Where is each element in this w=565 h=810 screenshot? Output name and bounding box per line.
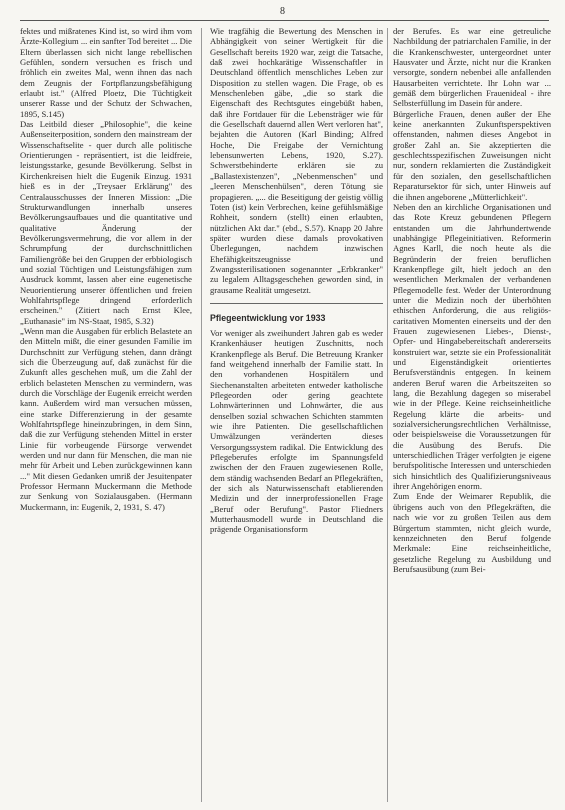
text-column-1 (20, 26, 192, 804)
paragraph: Das Leitbild dieser „Philosophie", die keine Außenseiterposition, sondern den mainstream der Wissenschaftselite - quer durch alle politische Orientierungen - repräsentiert, ist die leidfreie, leistungsstarke, gesunde Bevölkerung. Selbst in Kirchenkreisen hielt die Eugenik Einzug. 1931 hieß es in der „Treysaer Erklärung" des Centralausschusses der Inneren Mission: „Die Strukturwandlungen innerhalb unseres Bevölkerungsaufbaues und die quantitative und qualitative Änderung der Bevölkerungsvermehrung, die vor allem in der Schrumpfung der durchschnittlichen Familiengröße bei den Gruppen der erbbiologisch und sozial Tüchtigen und Leistungsfähigen zum Ausdruck kommt, lassen aber eine eugenetische Neuorientierung unserer öffentlichen und freien Wohlfahrtspflege dringend erforderlich erscheinen." (Zitiert nach Ernst Klee, „Euthanasie" im NS-Staat, 1985, S.32) (20, 119, 192, 326)
paragraph: fektes und mißratenes Kind ist, so wird ihm vom Ärzte-Kollegium ... ein sanfter Tod bereitet ... Die Eltern überlassen sich nicht lange rebellischen Gefühlen, sondern versuchen es frisch und fröhlich ein zweites Mal, wenn ihnen das nach dem Zeugnis der Fortpflanzungsbefähigung erlaubt ist." (Alfred Ploetz, Die Tüchtigkeit unserer Rasse und der Schutz der Schwachen, 1895, S.145) (20, 26, 192, 119)
paragraph: Neben den an kirchliche Organisationen und das Rote Kreuz gebundenen Pflegern entstanden um die Jahrhundertwende unabhängige Pflegeinitiativen. Reformerin Agnes Karll, die noch heute als die Begründerin der freien beruflichen Krankenpflege gilt, hielt jedoch an den wesentlichen Merkmalen der verbandenen Pflegemodelle fest. Weder der Unterordnung unter die Medizin noch der überhöhten ethischen Anforderung, die aus religiös-caritativen Momenten einerseits und der den Frauen zugewiesenen Liebes-, Dienst-, Opfer- und Hingabebereitschaft andererseits konstruiert war, setzte sie ein Professionalität und Eigenständigkeit orientiertes Berufsverständnis entgegen. In keinem anderen Beruf waren die Arbeitszeiten so lang, die Bezahlung dagegen so miserabel wie in der Pflege. Keine reichseinheitliche Regelung klärte die arbeits- und sozialversicherungsrechtlichen Verhältnisse, oder beispielsweise die Voraussetzungen für die Ausübung des Berufs. Die unterschiedlichen Träger verfolgten je eigene berufspolitische Interessen und unterschieden sich hinsichtlich des Qualifizierungsniveaus ihrer Angehörigen enorm. (393, 201, 551, 492)
section-rule (210, 303, 383, 304)
paragraph: Zum Ende der Weimarer Republik, die übrigens auch von den Pflegekräften, die nach wie vor zu großen Teilen aus dem Bürgertum stammten, nicht gleich wurde, kennzeichneten den Beruf folgende Merkmale: Eine reichseinheitliche, gesetzliche Regelung zu Ausbildung und Berufsausübung (zum Bei- (393, 491, 551, 574)
paragraph: der Berufes. Es war eine getreuliche Nachbildung der patriarchalen Familie, in der die Krankenschwester, untergeordnet unter Hausvater und Ärzte, nicht nur die Kranken versorgte, sondern nebenbei alle anfallenden Hausarbeiten verrichtete. Ihr Lohn war ... gemäß dem bürgerlichen Frauenideal - ihre Selbsterfüllung im Dasein für andere. (393, 26, 551, 109)
paragraph: Bürgerliche Frauen, denen außer der Ehe keine anerkannten Zukunftsperspektiven offenstanden, nahmen dieses Angebot in großer Zahl an. Sie akzeptierten die geschlechtsspezifischen Zuweisungen nicht nur, sondern reklamierten die Zuständigkeit für den sozialen, den gesellschaftlichen Reparatursektor für sich, unter Hinweis auf die ihnen angeborene „Mütterlichkeit". (393, 108, 551, 202)
page-number: 8 (280, 6, 285, 17)
paragraph: Wie tragfähig die Bewertung des Menschen in Abhängigkeit von seiner Wertigkeit für die Gesellschaft bereits 1920 war, zeigt die Tatsache, daß zwei hochkarätige Wissenschaftler in Deutschland öffentlich menschliches Leben zur Disposition zu stellen wagen. Die Frage, ob es Menschenleben gäbe, „die so stark die Eigenschaft des Rechtsgutes eingebüßt haben, daß ihre Fortdauer für die Lebensträger wie für die Gesellschaft dauernd allen Wert verloren hat", bejahten die Autoren (Karl Binding; Alfred Hoche, Die Freigabe der Vernichtung lebensunwerten Lebens, 1920, S.27). Schwerstbehinderte erklären sie zu „Ballastexistenzen", „Nebenmenschen" und „leeren Menschenhülsen", deren Tötung sie propagieren. „... die Beseitigung der geistig völlig Toten (ist) kein Verbrechen, keine gefühlsmäßige Rohheit, sondern (stellt) einen erlaubten, nützlichen Akt dar." (ebd., S.57). Knapp 20 Jahre später wurden diese damals provokativen Überlegungen, nachdem inzwischen Ehefähigkeitszeugnisse und Zwangssterilisationen sogenannter „Erbkranker" zu legalem Alltagsgeschehen geworden sind, in grausame Realität umgesetzt. (210, 26, 383, 295)
section-heading: Pflegeentwicklung vor 1933 (210, 312, 326, 323)
header-rule (20, 20, 549, 21)
paragraph: „Wenn man die Ausgaben für erblich Belastete an den Mitteln mißt, die einer gesunden Familie im Durchschnitt zur Verfügung stehen, dann drängt sich die Überzeugung auf, daß zunächst für die Zukunft alles geschehen muß, um die Zahl der erblich belasteten Menschen zu vermindern, was durch die Vorschläge der Eugenik erreicht werden kann. Außerdem wird man versuchen müssen, eine starke Differenzierung in der gesamte Wohlfahrtspflege hineinzubringen, in dem Sinn, daß die zur Verfügung stehenden Mittel in erster Linie für vorbeugende Fürsorge verwendet werden und nur dann für Menschen, die man nie mehr für Arbeit und Leben zurückgewinnen kann ..." Mit diesen Gedanken umriß der Jesuitenpater Professor Hermann Muckermann die Methode zur Senkung von Sozialausgaben. (Hermann Muckermann, in: Eugenik, 2, 1931, S. 47) (20, 325, 192, 512)
paragraph: Vor weniger als zweihundert Jahren gab es weder Krankenhäuser heutigen Zuschnitts, noch Krankenpflege als Beruf. Die Betreuung Kranker fand weitgehend innerhalb der Familie statt. In den vorhandenen Hospitälern und Siechenanstalten arbeiteten entweder katholische Pflegeorden oder gering geachtete Lohnwärterinnen und Lohnwärter, die aus denselben sozial schwachen Schichten stammten wie ihre Patienten. Die gesellschaftlichen Umwälzungen veränderten dieses Versorgungssystem radikal. Die Entwicklung des Pflegeberufes erfolgte im Spannungsfeld zwischen der den Frauen zugewiesenen Rolle, dem ständig wachsenden Bedarf an Pflegekräften, der sich als Naturwissenschaft etablierenden Medizin und der innerprofessionellen Frage „Beruf oder Berufung". Pastor Fliedners Mutterhausmodell wurde in Deutschland die prägende Organisationsform (210, 327, 383, 535)
text-column-2 (210, 26, 383, 804)
column-separator (201, 28, 202, 802)
column-separator (387, 28, 388, 802)
text-column-3 (393, 26, 551, 804)
